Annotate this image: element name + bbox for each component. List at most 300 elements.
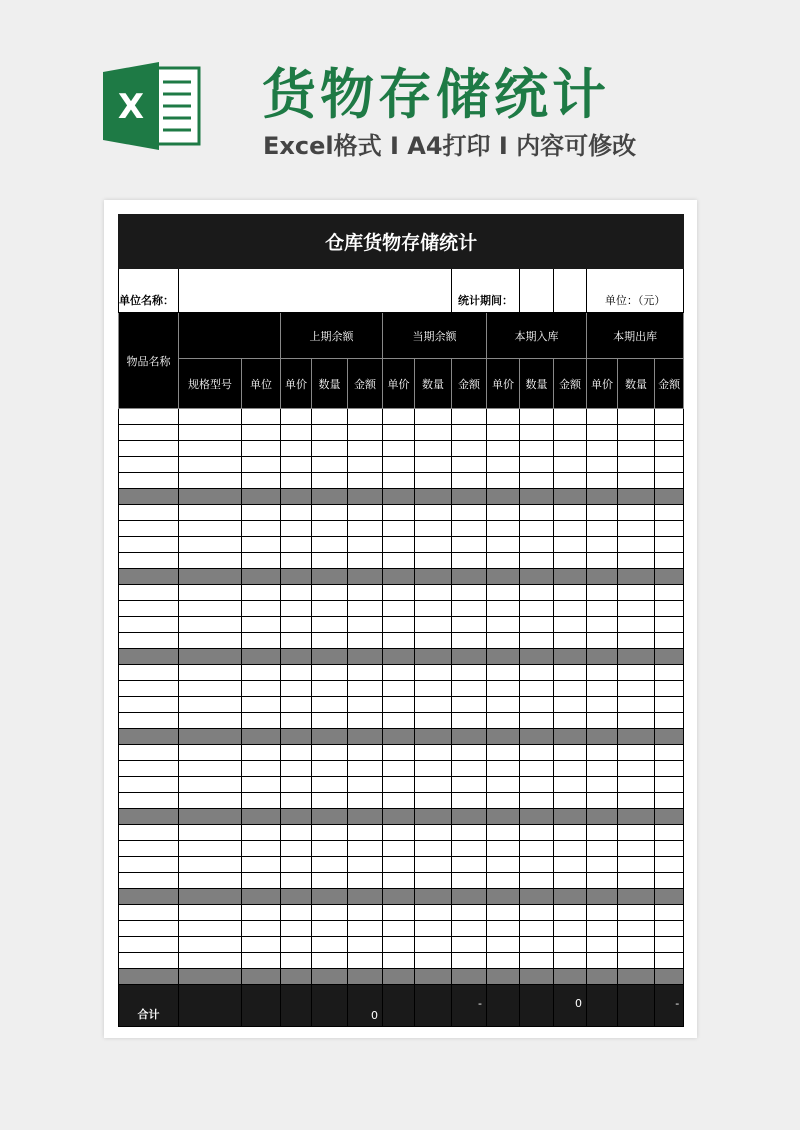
cell[interactable] [487,457,520,473]
cell[interactable] [383,681,415,697]
cell[interactable] [655,681,684,697]
cell[interactable] [383,841,415,857]
cell[interactable] [383,793,415,809]
cell[interactable] [281,633,312,649]
cell[interactable] [281,809,312,825]
cell[interactable] [348,633,383,649]
cell[interactable] [119,809,179,825]
cell[interactable] [587,569,618,585]
cell[interactable] [119,761,179,777]
cell[interactable] [520,649,554,665]
cell[interactable] [119,777,179,793]
cell[interactable] [242,697,281,713]
cell[interactable] [312,441,348,457]
cell[interactable] [520,633,554,649]
cell[interactable] [452,937,487,953]
cell[interactable] [179,649,242,665]
cell[interactable] [348,585,383,601]
cell[interactable] [520,521,554,537]
cell[interactable] [348,457,383,473]
cell[interactable] [242,441,281,457]
cell[interactable] [119,457,179,473]
cell[interactable] [520,921,554,937]
cell[interactable] [348,761,383,777]
cell[interactable] [179,761,242,777]
cell[interactable] [554,745,587,761]
cell[interactable] [383,505,415,521]
cell[interactable] [452,473,487,489]
cell[interactable] [312,953,348,969]
cell[interactable] [554,505,587,521]
cell[interactable] [281,777,312,793]
cell[interactable] [119,553,179,569]
cell[interactable] [618,425,655,441]
cell[interactable] [520,409,554,425]
cell[interactable] [383,569,415,585]
cell[interactable] [655,793,684,809]
cell[interactable] [655,729,684,745]
cell[interactable] [415,425,452,441]
cell[interactable] [655,857,684,873]
cell[interactable] [383,697,415,713]
cell[interactable] [242,601,281,617]
cell[interactable] [554,937,587,953]
cell[interactable] [312,457,348,473]
cell[interactable] [348,569,383,585]
cell[interactable] [242,857,281,873]
cell[interactable] [281,601,312,617]
cell[interactable] [383,521,415,537]
cell[interactable] [487,633,520,649]
cell[interactable] [242,585,281,601]
cell[interactable] [348,809,383,825]
cell[interactable] [281,697,312,713]
cell[interactable] [452,873,487,889]
cell[interactable] [618,809,655,825]
cell[interactable] [415,745,452,761]
cell[interactable] [119,681,179,697]
cell[interactable] [520,873,554,889]
cell[interactable] [554,473,587,489]
cell[interactable] [587,585,618,601]
cell[interactable] [587,425,618,441]
cell[interactable] [179,937,242,953]
cell[interactable] [383,665,415,681]
cell[interactable] [179,857,242,873]
cell[interactable] [655,713,684,729]
cell[interactable] [119,665,179,681]
cell[interactable] [179,489,242,505]
cell[interactable] [587,553,618,569]
cell[interactable] [487,825,520,841]
cell[interactable] [383,649,415,665]
cell[interactable] [415,809,452,825]
cell[interactable] [348,857,383,873]
cell[interactable] [618,761,655,777]
cell[interactable] [487,745,520,761]
cell[interactable] [312,889,348,905]
cell[interactable] [554,569,587,585]
cell[interactable] [281,969,312,985]
cell[interactable] [554,841,587,857]
cell[interactable] [520,905,554,921]
cell[interactable] [487,425,520,441]
cell[interactable] [415,505,452,521]
cell[interactable] [618,521,655,537]
cell[interactable] [179,505,242,521]
cell[interactable] [312,489,348,505]
cell[interactable] [179,425,242,441]
cell[interactable] [119,425,179,441]
cell[interactable] [587,681,618,697]
cell[interactable] [383,953,415,969]
cell[interactable] [242,537,281,553]
cell[interactable] [119,921,179,937]
cell[interactable] [618,537,655,553]
cell[interactable] [415,649,452,665]
cell[interactable] [520,441,554,457]
cell[interactable] [487,857,520,873]
cell[interactable] [242,905,281,921]
cell[interactable] [179,601,242,617]
cell[interactable] [348,745,383,761]
cell[interactable] [587,841,618,857]
cell[interactable] [655,457,684,473]
cell[interactable] [242,873,281,889]
cell[interactable] [554,521,587,537]
cell[interactable] [415,553,452,569]
cell[interactable] [655,969,684,985]
cell[interactable] [587,729,618,745]
cell[interactable] [655,889,684,905]
cell[interactable] [452,681,487,697]
cell[interactable] [179,745,242,761]
cell[interactable] [415,665,452,681]
cell[interactable] [487,409,520,425]
cell[interactable] [587,793,618,809]
cell[interactable] [618,953,655,969]
cell[interactable] [383,457,415,473]
cell[interactable] [655,921,684,937]
cell[interactable] [415,457,452,473]
cell[interactable] [487,489,520,505]
cell[interactable] [487,697,520,713]
cell[interactable] [348,505,383,521]
cell[interactable] [587,473,618,489]
cell[interactable] [242,969,281,985]
cell[interactable] [312,745,348,761]
cell[interactable] [655,617,684,633]
cell[interactable] [487,841,520,857]
cell[interactable] [242,457,281,473]
cell[interactable] [520,713,554,729]
cell[interactable] [618,569,655,585]
cell[interactable] [312,825,348,841]
cell[interactable] [618,745,655,761]
cell[interactable] [119,441,179,457]
cell[interactable] [452,857,487,873]
cell[interactable] [618,937,655,953]
cell[interactable] [487,617,520,633]
cell[interactable] [520,953,554,969]
cell[interactable] [242,841,281,857]
cell[interactable] [383,473,415,489]
cell[interactable] [179,681,242,697]
cell[interactable] [655,649,684,665]
cell[interactable] [348,425,383,441]
cell[interactable] [312,649,348,665]
cell[interactable] [348,649,383,665]
cell[interactable] [618,713,655,729]
cell[interactable] [587,505,618,521]
cell[interactable] [618,505,655,521]
cell[interactable] [554,809,587,825]
cell[interactable] [312,473,348,489]
cell[interactable] [281,409,312,425]
cell[interactable] [119,825,179,841]
cell[interactable] [520,505,554,521]
cell[interactable] [587,537,618,553]
cell[interactable] [281,473,312,489]
cell[interactable] [587,953,618,969]
cell[interactable] [179,809,242,825]
cell[interactable] [281,585,312,601]
cell[interactable] [487,681,520,697]
cell[interactable] [452,777,487,793]
cell[interactable] [587,921,618,937]
cell[interactable] [383,857,415,873]
cell[interactable] [452,521,487,537]
cell[interactable] [242,761,281,777]
cell[interactable] [618,409,655,425]
cell[interactable] [618,841,655,857]
cell[interactable] [348,601,383,617]
cell[interactable] [383,729,415,745]
cell[interactable] [587,713,618,729]
cell[interactable] [618,441,655,457]
cell[interactable] [242,617,281,633]
cell[interactable] [179,441,242,457]
cell[interactable] [179,537,242,553]
cell[interactable] [618,921,655,937]
cell[interactable] [348,953,383,969]
cell[interactable] [554,969,587,985]
cell[interactable] [554,665,587,681]
cell[interactable] [415,761,452,777]
cell[interactable] [383,441,415,457]
cell[interactable] [452,809,487,825]
cell[interactable] [452,505,487,521]
cell[interactable] [383,617,415,633]
cell[interactable] [415,969,452,985]
cell[interactable] [281,665,312,681]
cell[interactable] [415,569,452,585]
cell[interactable] [655,521,684,537]
cell[interactable] [179,553,242,569]
cell[interactable] [179,409,242,425]
cell[interactable] [179,905,242,921]
cell[interactable] [242,681,281,697]
cell[interactable] [587,825,618,841]
cell[interactable] [179,617,242,633]
cell[interactable] [383,921,415,937]
cell[interactable] [618,777,655,793]
cell[interactable] [415,729,452,745]
cell[interactable] [348,489,383,505]
period-input-2[interactable] [554,269,587,313]
cell[interactable] [312,553,348,569]
cell[interactable] [520,681,554,697]
cell[interactable] [242,953,281,969]
cell[interactable] [487,921,520,937]
cell[interactable] [179,841,242,857]
cell[interactable] [119,937,179,953]
cell[interactable] [452,729,487,745]
cell[interactable] [452,537,487,553]
cell[interactable] [119,521,179,537]
cell[interactable] [348,889,383,905]
cell[interactable] [312,601,348,617]
cell[interactable] [383,585,415,601]
cell[interactable] [452,617,487,633]
cell[interactable] [452,953,487,969]
cell[interactable] [348,777,383,793]
cell[interactable] [587,809,618,825]
cell[interactable] [312,793,348,809]
cell[interactable] [281,441,312,457]
cell[interactable] [618,905,655,921]
cell[interactable] [618,857,655,873]
cell[interactable] [618,489,655,505]
cell[interactable] [618,585,655,601]
cell[interactable] [348,537,383,553]
cell[interactable] [415,697,452,713]
cell[interactable] [242,729,281,745]
cell[interactable] [618,601,655,617]
cell[interactable] [281,457,312,473]
cell[interactable] [655,633,684,649]
cell[interactable] [415,633,452,649]
cell[interactable] [554,921,587,937]
cell[interactable] [383,713,415,729]
cell[interactable] [415,793,452,809]
cell[interactable] [554,873,587,889]
cell[interactable] [348,969,383,985]
cell[interactable] [452,969,487,985]
cell[interactable] [487,473,520,489]
cell[interactable] [119,793,179,809]
cell[interactable] [281,425,312,441]
cell[interactable] [618,617,655,633]
cell[interactable] [242,665,281,681]
cell[interactable] [179,953,242,969]
cell[interactable] [618,553,655,569]
cell[interactable] [312,505,348,521]
cell[interactable] [520,809,554,825]
cell[interactable] [348,825,383,841]
cell[interactable] [242,889,281,905]
cell[interactable] [487,809,520,825]
cell[interactable] [520,617,554,633]
cell[interactable] [618,473,655,489]
cell[interactable] [415,825,452,841]
cell[interactable] [554,697,587,713]
cell[interactable] [554,953,587,969]
cell[interactable] [348,937,383,953]
cell[interactable] [242,809,281,825]
cell[interactable] [242,569,281,585]
cell[interactable] [452,841,487,857]
cell[interactable] [281,569,312,585]
cell[interactable] [415,473,452,489]
cell[interactable] [179,665,242,681]
cell[interactable] [348,873,383,889]
cell[interactable] [242,633,281,649]
cell[interactable] [281,905,312,921]
cell[interactable] [312,681,348,697]
cell[interactable] [487,601,520,617]
cell[interactable] [655,553,684,569]
cell[interactable] [452,425,487,441]
cell[interactable] [554,585,587,601]
cell[interactable] [179,633,242,649]
cell[interactable] [618,825,655,841]
cell[interactable] [348,441,383,457]
cell[interactable] [312,921,348,937]
cell[interactable] [242,825,281,841]
cell[interactable] [618,665,655,681]
cell[interactable] [415,521,452,537]
cell[interactable] [520,473,554,489]
cell[interactable] [348,665,383,681]
cell[interactable] [554,793,587,809]
cell[interactable] [520,665,554,681]
cell[interactable] [119,633,179,649]
cell[interactable] [520,457,554,473]
cell[interactable] [119,649,179,665]
cell[interactable] [415,713,452,729]
cell[interactable] [312,873,348,889]
cell[interactable] [348,697,383,713]
cell[interactable] [383,553,415,569]
cell[interactable] [655,745,684,761]
cell[interactable] [281,681,312,697]
cell[interactable] [281,745,312,761]
cell[interactable] [242,713,281,729]
cell[interactable] [452,441,487,457]
cell[interactable] [179,713,242,729]
cell[interactable] [618,457,655,473]
cell[interactable] [487,521,520,537]
cell[interactable] [452,761,487,777]
cell[interactable] [452,825,487,841]
cell[interactable] [520,569,554,585]
period-input-1[interactable] [520,269,554,313]
cell[interactable] [655,601,684,617]
cell[interactable] [312,521,348,537]
cell[interactable] [119,713,179,729]
cell[interactable] [119,617,179,633]
cell[interactable] [281,521,312,537]
cell[interactable] [179,825,242,841]
cell[interactable] [242,553,281,569]
cell[interactable] [452,745,487,761]
cell[interactable] [655,409,684,425]
cell[interactable] [554,905,587,921]
cell[interactable] [452,489,487,505]
cell[interactable] [312,425,348,441]
cell[interactable] [281,953,312,969]
